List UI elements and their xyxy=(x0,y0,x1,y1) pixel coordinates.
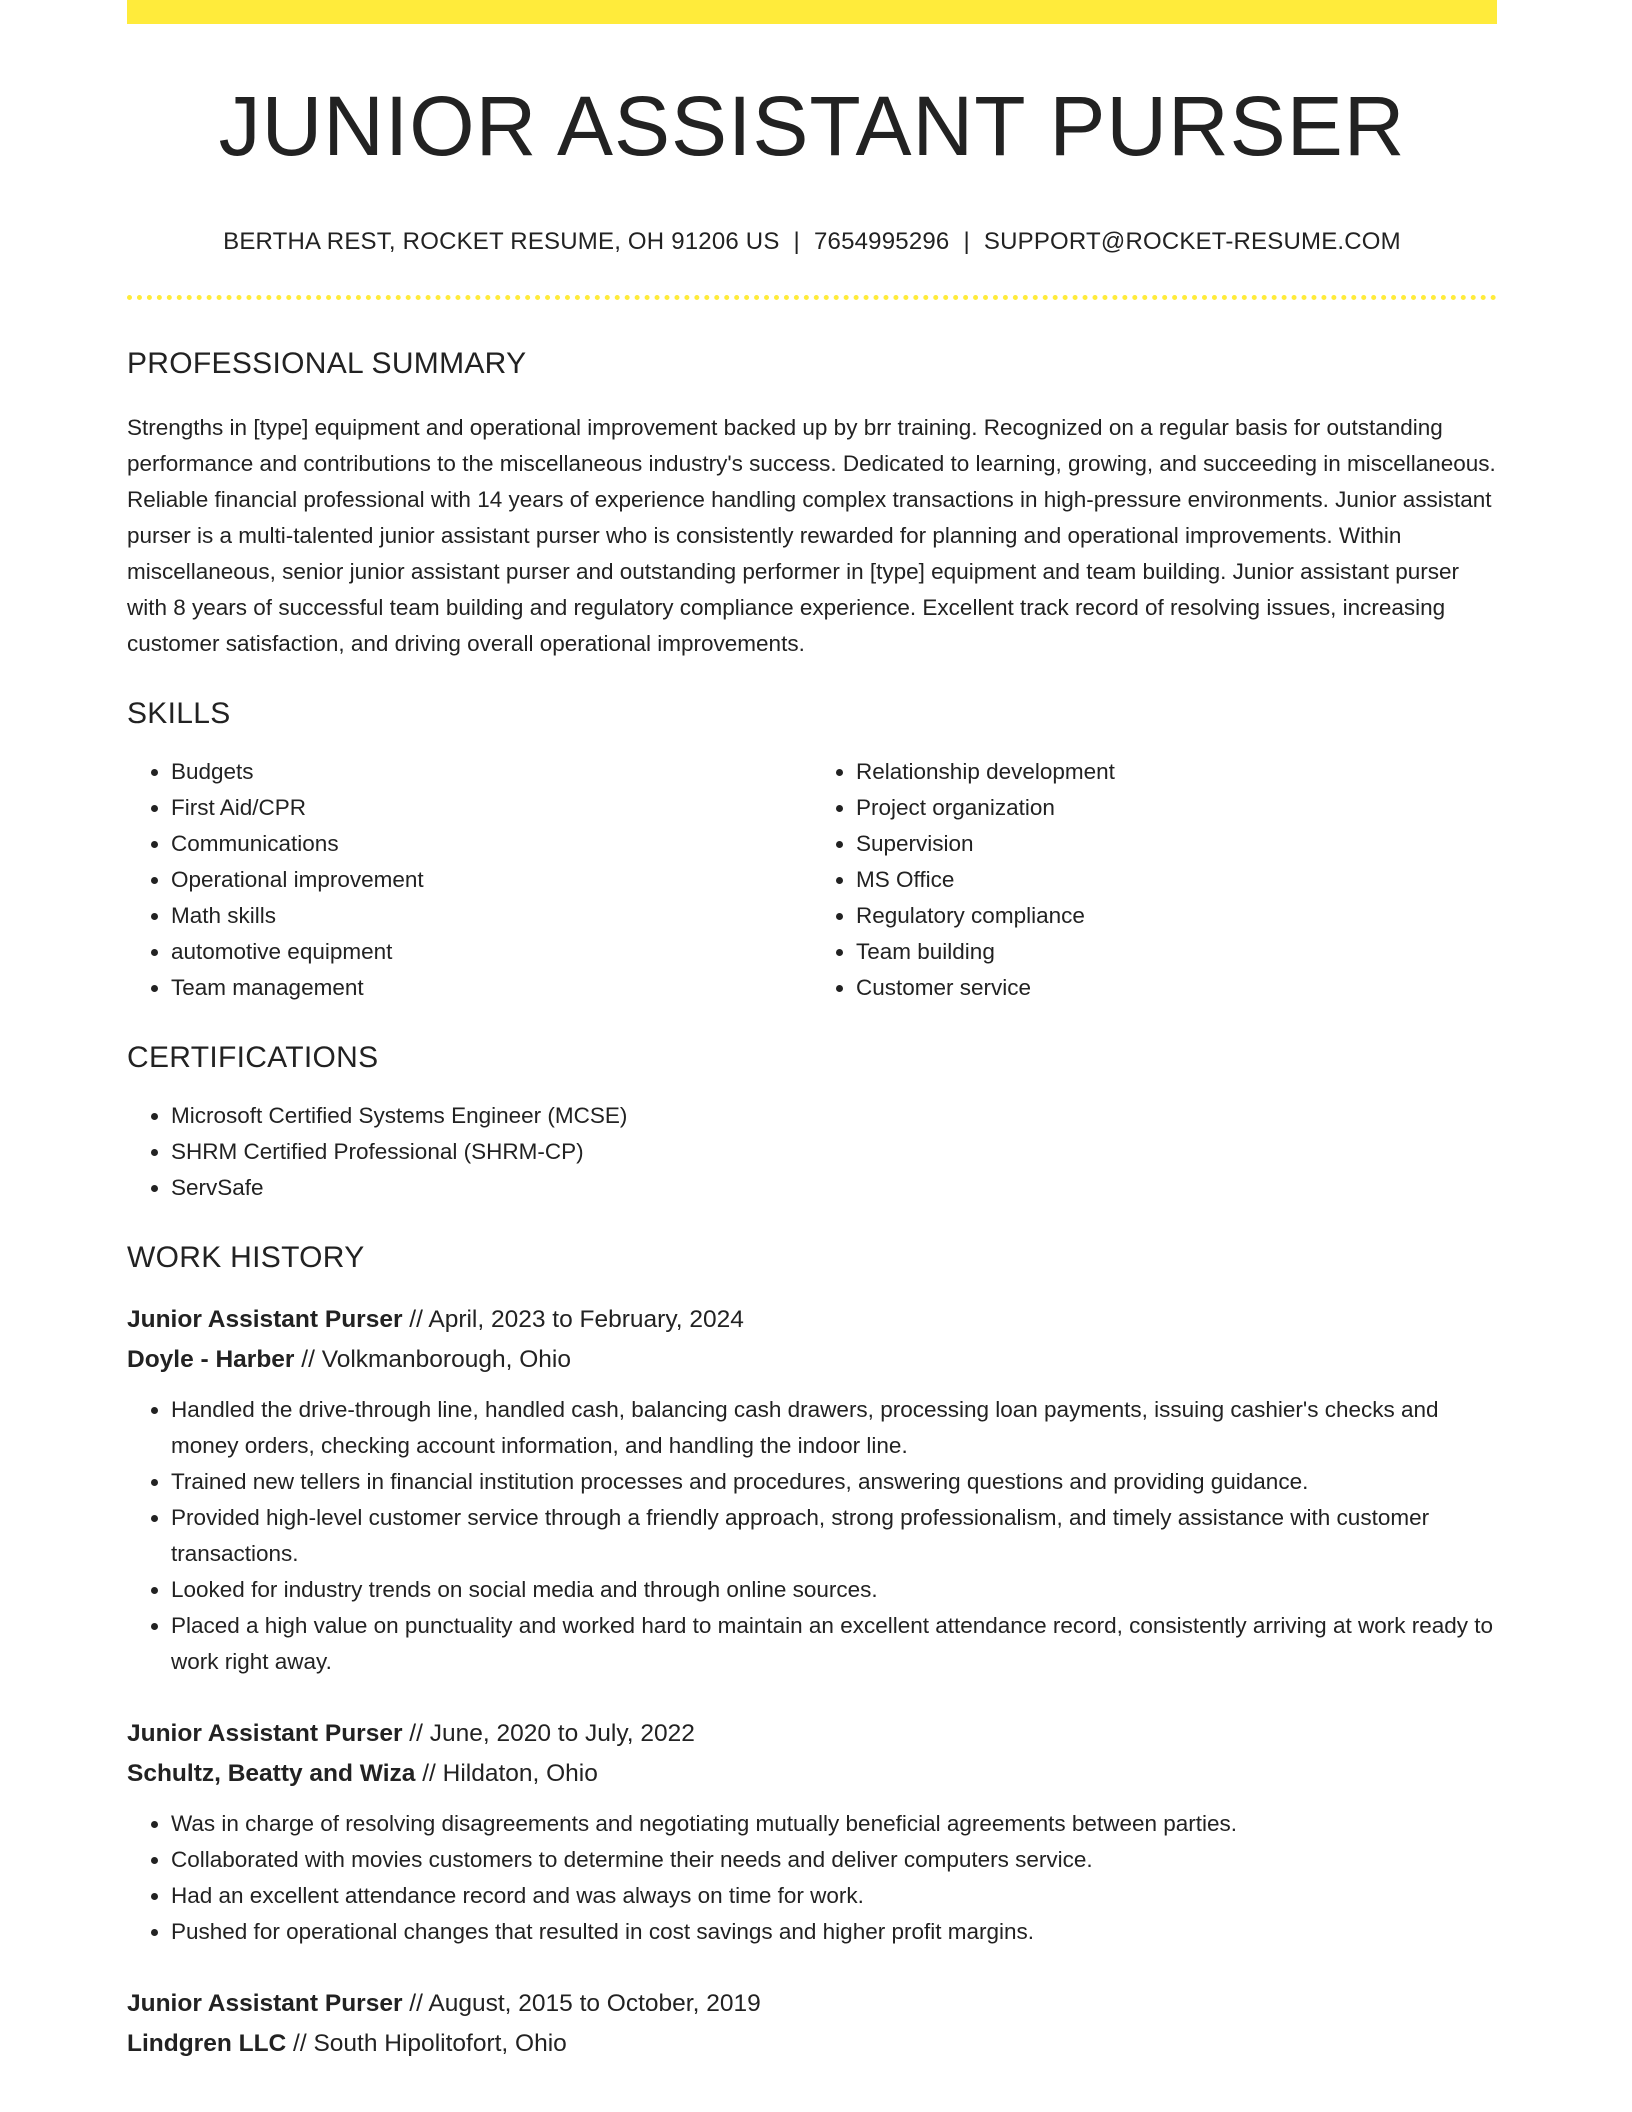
work-history-section xyxy=(127,1240,1497,2064)
contact-separator: | xyxy=(963,228,970,256)
job-location: // South Hipolitofort, Ohio xyxy=(293,2030,567,2058)
skill-item: • Operational improvement xyxy=(171,862,812,898)
skill-item: • Communications xyxy=(171,826,812,862)
dotted-divider xyxy=(127,295,1497,300)
job-dates: // April, 2023 to February, 2024 xyxy=(409,1306,744,1334)
skills-grid xyxy=(127,754,1497,1006)
job-company: Doyle - Harber xyxy=(127,1346,295,1374)
resume-title: JUNIOR ASSISTANT PURSER xyxy=(218,79,1406,173)
job-bullet: • Looked for industry trends on social media and through online sources. xyxy=(171,1572,1497,1608)
summary-section xyxy=(127,346,1497,662)
contact-line xyxy=(127,228,1497,257)
certification-item: • SHRM Certified Professional (SHRM-CP) xyxy=(171,1134,1497,1170)
job-bullets xyxy=(127,1392,1497,1680)
job-bullet: • Was in charge of resolving disagreements and negotiating mutually beneficial agreements between parties. xyxy=(171,1806,1497,1842)
job-bullets xyxy=(127,1806,1497,1950)
certifications-heading: CERTIFICATIONS xyxy=(127,1041,379,1075)
job-title: Junior Assistant Purser xyxy=(127,1720,403,1748)
job-company: Lindgren LLC xyxy=(127,2030,287,2058)
skill-item: • Project organization xyxy=(856,790,1497,826)
contact-separator: | xyxy=(793,228,800,256)
job-title-line xyxy=(127,1984,1497,2024)
skill-item: • Customer service xyxy=(856,970,1497,1006)
job-company: Schultz, Beatty and Wiza xyxy=(127,1760,416,1788)
work-history-heading: WORK HISTORY xyxy=(127,1241,365,1275)
job-entry xyxy=(127,1984,1497,2064)
skill-item: • Regulatory compliance xyxy=(856,898,1497,934)
skills-section xyxy=(127,696,1497,1006)
job-title: Junior Assistant Purser xyxy=(127,1306,403,1334)
skill-item: • Budgets xyxy=(171,754,812,790)
job-entry xyxy=(127,1300,1497,1680)
skills-list-right xyxy=(812,754,1497,1006)
skill-item: • Team management xyxy=(171,970,812,1006)
job-bullet: • Collaborated with movies customers to determine their needs and deliver computers service. xyxy=(171,1842,1497,1878)
skill-item: • First Aid/CPR xyxy=(171,790,812,826)
job-bullet: • Provided high-level customer service through a friendly approach, strong professionalism, and timely assistance with customer transactions. xyxy=(171,1500,1497,1572)
job-dates: // June, 2020 to July, 2022 xyxy=(409,1720,695,1748)
summary-text: Strengths in [type] equipment and operational improvement backed up by brr training. Recognized on a regular basis for outstanding performance and contributions to the miscellaneous industry's success. Dedicated to learning, growing, and succeeding in miscellaneous. Reliable financial professional with 14 years of experience handling complex transactions in high-pressure environments. Junior assistant purser is a multi-talented junior assistant purser who is consistently rewarded for planning and operational improvements. Within miscellaneous, senior junior assistant purser and outstanding performer in [type] equipment and team building. Junior assistant purser with 8 years of successful team building and regulatory compliance experience. Excellent track record of resolving issues, increasing customer satisfaction, and driving overall operational improvements. xyxy=(127,415,1496,657)
job-bullet: • Pushed for operational changes that resulted in cost savings and higher profit margins. xyxy=(171,1914,1497,1950)
certifications-section xyxy=(127,1040,1497,1206)
skill-item: • Team building xyxy=(856,934,1497,970)
job-bullet: • Had an excellent attendance record and was always on time for work. xyxy=(171,1878,1497,1914)
certifications-list xyxy=(127,1098,1497,1206)
summary-heading: PROFESSIONAL SUMMARY xyxy=(127,347,527,381)
job-company-line xyxy=(127,1340,1497,1380)
accent-top-bar xyxy=(127,0,1497,24)
job-title-line xyxy=(127,1714,1497,1754)
skill-item: • automotive equipment xyxy=(171,934,812,970)
job-bullet: • Trained new tellers in financial institution processes and procedures, answering questions and providing guidance. xyxy=(171,1464,1497,1500)
contact-address: BERTHA REST, ROCKET RESUME, OH 91206 US xyxy=(223,228,780,256)
job-dates: // August, 2015 to October, 2019 xyxy=(409,1990,761,2018)
job-bullet: • Placed a high value on punctuality and worked hard to maintain an excellent attendance record, consistently arriving at work ready to work right away. xyxy=(171,1608,1497,1680)
job-title: Junior Assistant Purser xyxy=(127,1990,403,2018)
resume-page xyxy=(127,0,1497,2064)
job-company-line xyxy=(127,1754,1497,1794)
skill-item: • MS Office xyxy=(856,862,1497,898)
job-entry xyxy=(127,1714,1497,1950)
contact-email: SUPPORT@ROCKET-RESUME.COM xyxy=(983,228,1401,256)
job-bullet: • Handled the drive-through line, handled cash, balancing cash drawers, processing loan payments, issuing cashier's checks and money orders, checking account information, and handling the indoor line. xyxy=(171,1392,1497,1464)
skill-item: • Supervision xyxy=(856,826,1497,862)
job-title-line xyxy=(127,1300,1497,1340)
contact-phone: 7654995296 xyxy=(813,228,950,256)
skills-list-left xyxy=(127,754,812,1006)
certification-item: • Microsoft Certified Systems Engineer (MCSE) xyxy=(171,1098,1497,1134)
skills-heading: SKILLS xyxy=(127,697,231,731)
job-company-line xyxy=(127,2024,1497,2064)
certification-item: • ServSafe xyxy=(171,1170,1497,1206)
job-location: // Hildaton, Ohio xyxy=(422,1760,598,1788)
skill-item: • Relationship development xyxy=(856,754,1497,790)
job-location: // Volkmanborough, Ohio xyxy=(301,1346,571,1374)
skill-item: • Math skills xyxy=(171,898,812,934)
